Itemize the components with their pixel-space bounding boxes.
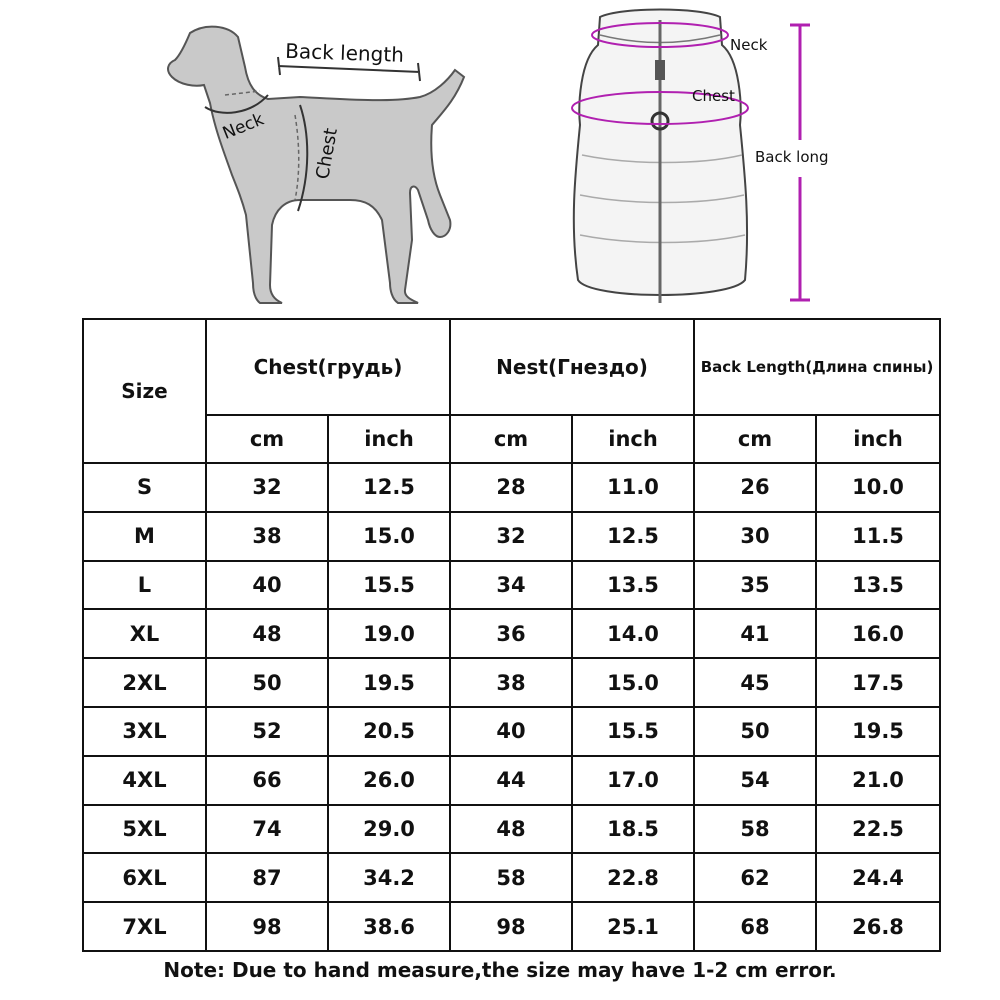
size-cell: L bbox=[83, 561, 206, 610]
table-row bbox=[83, 707, 940, 756]
table-row bbox=[83, 658, 940, 707]
value-cell: 34 bbox=[450, 561, 572, 610]
table-row bbox=[83, 561, 940, 610]
dog-measurement-figure bbox=[150, 15, 480, 310]
value-cell: 50 bbox=[694, 707, 816, 756]
table-row bbox=[83, 853, 940, 902]
size-cell: 7XL bbox=[83, 902, 206, 951]
size-cell: 4XL bbox=[83, 756, 206, 805]
value-cell: 19.0 bbox=[328, 609, 450, 658]
value-cell: 15.5 bbox=[572, 707, 694, 756]
value-cell: 87 bbox=[206, 853, 328, 902]
size-cell: M bbox=[83, 512, 206, 561]
table-body bbox=[83, 463, 940, 951]
value-cell: 74 bbox=[206, 805, 328, 854]
value-cell: 29.0 bbox=[328, 805, 450, 854]
value-cell: 66 bbox=[206, 756, 328, 805]
value-cell: 38.6 bbox=[328, 902, 450, 951]
value-cell: 68 bbox=[694, 902, 816, 951]
size-cell: 2XL bbox=[83, 658, 206, 707]
value-cell: 44 bbox=[450, 756, 572, 805]
size-cell: 6XL bbox=[83, 853, 206, 902]
value-cell: 98 bbox=[450, 902, 572, 951]
value-cell: 13.5 bbox=[816, 561, 940, 610]
value-cell: 26.8 bbox=[816, 902, 940, 951]
table-row bbox=[83, 902, 940, 951]
value-cell: 40 bbox=[206, 561, 328, 610]
value-cell: 52 bbox=[206, 707, 328, 756]
value-cell: 48 bbox=[450, 805, 572, 854]
value-cell: 38 bbox=[450, 658, 572, 707]
size-cell: S bbox=[83, 463, 206, 512]
chest-group-header: Chest(грудь) bbox=[206, 319, 450, 415]
table-row bbox=[83, 512, 940, 561]
neck-label: Neck bbox=[219, 109, 267, 144]
value-cell: 20.5 bbox=[328, 707, 450, 756]
value-cell: 10.0 bbox=[816, 463, 940, 512]
unit-header-cm: cm bbox=[450, 415, 572, 463]
table-row bbox=[83, 805, 940, 854]
value-cell: 21.0 bbox=[816, 756, 940, 805]
value-cell: 16.0 bbox=[816, 609, 940, 658]
value-cell: 24.4 bbox=[816, 853, 940, 902]
group-header-row bbox=[83, 319, 940, 415]
value-cell: 35 bbox=[694, 561, 816, 610]
value-cell: 34.2 bbox=[328, 853, 450, 902]
value-cell: 13.5 bbox=[572, 561, 694, 610]
size-cell: 5XL bbox=[83, 805, 206, 854]
value-cell: 19.5 bbox=[816, 707, 940, 756]
value-cell: 38 bbox=[206, 512, 328, 561]
value-cell: 15.0 bbox=[572, 658, 694, 707]
vest-back-long-label: Back long bbox=[755, 148, 829, 166]
value-cell: 14.0 bbox=[572, 609, 694, 658]
measurement-note: Note: Due to hand measure,the size may have 1-2 cm error. bbox=[163, 958, 837, 982]
value-cell: 48 bbox=[206, 609, 328, 658]
value-cell: 98 bbox=[206, 902, 328, 951]
unit-header-inch: inch bbox=[328, 415, 450, 463]
unit-header-inch: inch bbox=[816, 415, 940, 463]
value-cell: 17.5 bbox=[816, 658, 940, 707]
value-cell: 25.1 bbox=[572, 902, 694, 951]
unit-header-inch: inch bbox=[572, 415, 694, 463]
unit-header-cm: cm bbox=[694, 415, 816, 463]
table-row bbox=[83, 463, 940, 512]
value-cell: 45 bbox=[694, 658, 816, 707]
value-cell: 17.0 bbox=[572, 756, 694, 805]
value-cell: 30 bbox=[694, 512, 816, 561]
value-cell: 12.5 bbox=[328, 463, 450, 512]
value-cell: 15.5 bbox=[328, 561, 450, 610]
value-cell: 11.5 bbox=[816, 512, 940, 561]
unit-header-row bbox=[83, 415, 940, 463]
table-row bbox=[83, 609, 940, 658]
value-cell: 15.0 bbox=[328, 512, 450, 561]
size-column-header: Size bbox=[83, 319, 206, 463]
value-cell: 36 bbox=[450, 609, 572, 658]
vest-neck-label: Neck bbox=[730, 36, 768, 54]
size-cell: XL bbox=[83, 609, 206, 658]
chest-label: Chest bbox=[312, 126, 342, 181]
size-cell: 3XL bbox=[83, 707, 206, 756]
value-cell: 58 bbox=[694, 805, 816, 854]
value-cell: 50 bbox=[206, 658, 328, 707]
size-chart-table bbox=[82, 318, 941, 952]
back-length-label: Back length bbox=[284, 38, 405, 67]
value-cell: 40 bbox=[450, 707, 572, 756]
vest-measurement-figure bbox=[560, 5, 860, 310]
value-cell: 22.5 bbox=[816, 805, 940, 854]
unit-header-cm: cm bbox=[206, 415, 328, 463]
table-row bbox=[83, 756, 940, 805]
neck-group-header: Nest(Гнездо) bbox=[450, 319, 694, 415]
value-cell: 19.5 bbox=[328, 658, 450, 707]
value-cell: 12.5 bbox=[572, 512, 694, 561]
back-length-group-header: Back Length(Длина спины) bbox=[694, 319, 940, 415]
value-cell: 32 bbox=[206, 463, 328, 512]
value-cell: 11.0 bbox=[572, 463, 694, 512]
value-cell: 58 bbox=[450, 853, 572, 902]
value-cell: 22.8 bbox=[572, 853, 694, 902]
zipper-pull bbox=[655, 60, 665, 80]
value-cell: 54 bbox=[694, 756, 816, 805]
value-cell: 26.0 bbox=[328, 756, 450, 805]
value-cell: 18.5 bbox=[572, 805, 694, 854]
value-cell: 32 bbox=[450, 512, 572, 561]
value-cell: 62 bbox=[694, 853, 816, 902]
vest-chest-label: Chest bbox=[692, 87, 735, 105]
value-cell: 28 bbox=[450, 463, 572, 512]
value-cell: 41 bbox=[694, 609, 816, 658]
value-cell: 26 bbox=[694, 463, 816, 512]
